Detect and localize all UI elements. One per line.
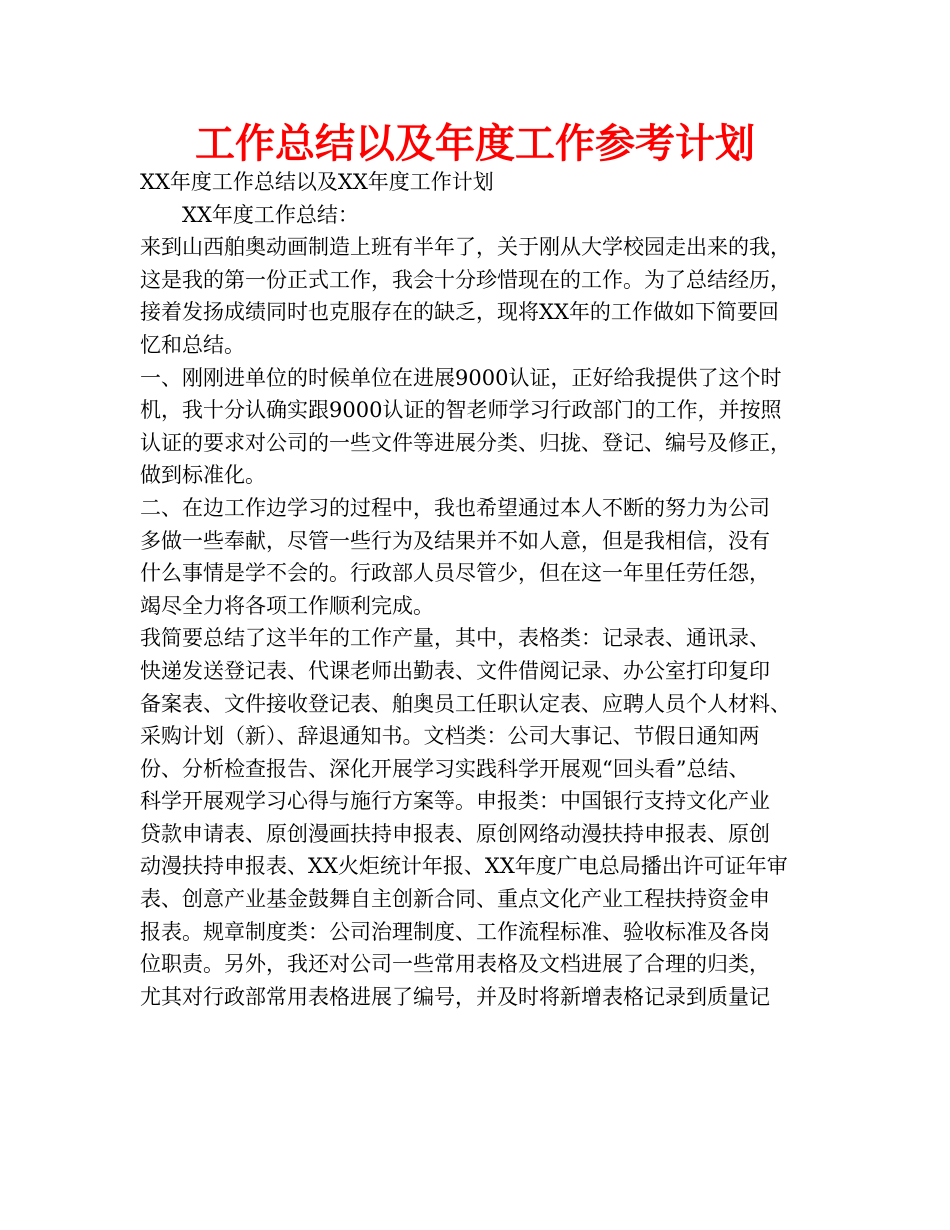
paragraph-line: 科学开展观学习心得与施行方案等。申报类：中国银行支持文化产业 [140, 789, 770, 814]
subtitle-line: XX年度工作总结以及XX年度工作计划 [140, 170, 494, 194]
paragraph-line: 二、在边工作边学习的过程中，我也希望通过本人不断的努力为公司 [140, 495, 770, 520]
paragraph-line: 我简要总结了这半年的工作产量，其中，表格类：记录表、通讯录、 [140, 626, 770, 651]
paragraph-line: 贷款申请表、原创漫画扶持申报表、原创网络动漫扶持申报表、原创 [140, 821, 770, 846]
paragraph-line: 机，我十分认确实跟9000认证的智老师学习行政部门的工作，并按照 [140, 398, 782, 423]
paragraph-line: 多做一些奉献，尽管一些行为及结果并不如人意，但是我相信，没有 [140, 528, 770, 553]
paragraph-line: 表、创意产业基金鼓舞自主创新合同、重点文化产业工程扶持资金申 [140, 887, 770, 912]
paragraph-line: 忆和总结。 [140, 332, 245, 357]
document-body [140, 166, 840, 1013]
paragraph-line: 接着发扬成绩同时也克服存在的缺乏，现将XX年的工作做如下简要回 [140, 300, 779, 325]
section-heading: XX年度工作总结： [182, 202, 359, 227]
paragraph-line: 一、刚刚进单位的时候单位在进展9000认证，正好给我提供了这个时 [140, 365, 782, 390]
paragraph-line: 竭尽全力将各项工作顺利完成。 [140, 593, 434, 618]
paragraph-line: 尤其对行政部常用表格进展了编号，并及时将新增表格记录到质量记 [140, 984, 770, 1009]
paragraph-line: 动漫扶持申报表、XX火炬统计年报、XX年度广电总局播出许可证年审 [140, 854, 788, 879]
paragraph-line: 报表。规章制度类：公司治理制度、工作流程标准、验收标准及各岗 [140, 919, 770, 944]
document-title: 工作总结以及年度工作参考计划 [195, 121, 755, 167]
paragraph-line: 做到标准化。 [140, 463, 266, 488]
paragraph-line: 认证的要求对公司的一些文件等进展分类、归拢、登记、编号及修正， [140, 430, 791, 455]
paragraph-line: 来到山西舶奥动画制造上班有半年了，关于刚从大学校园走出来的我， [140, 235, 791, 260]
paragraph-line: 这是我的第一份正式工作，我会十分珍惜现在的工作。为了总结经历， [140, 267, 791, 292]
paragraph-line: 什么事情是学不会的。行政部人员尽管少，但在这一年里任劳任怨， [140, 561, 770, 586]
paragraph-line: 份、分析检查报告、深化开展学习实践科学开展观“回头看”总结、 [140, 756, 750, 781]
paragraph-line: 备案表、文件接收登记表、舶奥员工任职认定表、应聘人员个人材料、 [140, 691, 791, 716]
paragraph-line: 采购计划（新）、辞退通知书。文档类：公司大事记、节假日通知两 [140, 724, 760, 749]
paragraph-line: 快递发送登记表、代课老师出勤表、文件借阅记录、办公室打印复印 [140, 658, 770, 683]
paragraph-line: 位职责。另外，我还对公司一些常用表格及文档进展了合理的归类， [140, 952, 770, 977]
